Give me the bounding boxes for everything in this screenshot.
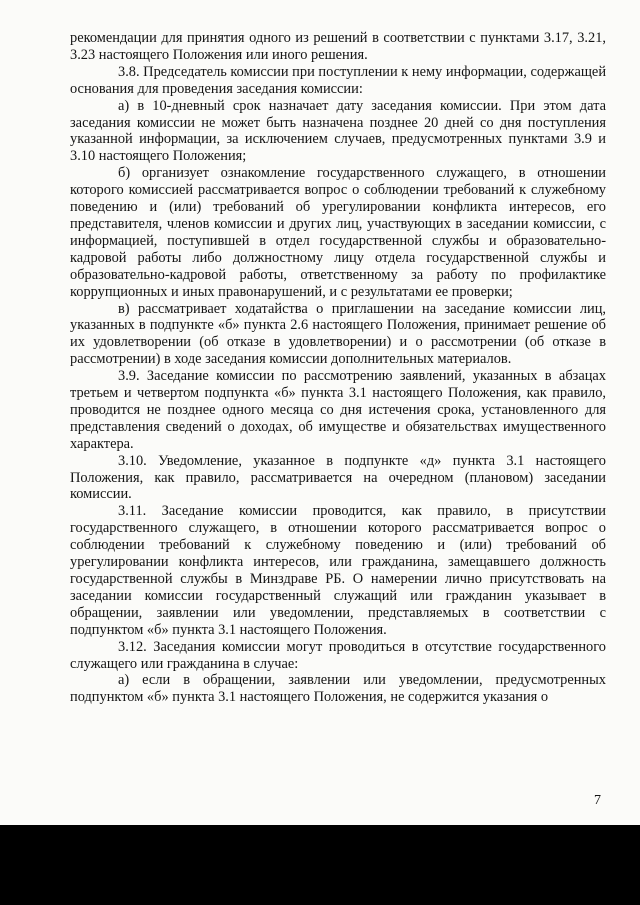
page-number: 7: [594, 793, 601, 808]
paragraph-3-12-a: а) если в обращении, заявлении или уведомлении, предусмотренных подпунктом «б» пункта 3.1 настоящего Положения, не содержится указания о: [70, 672, 606, 706]
paragraph-3-11: 3.11. Заседание комиссии проводится, как правило, в присутствии государственного служащего, в отношении которого рассматривается вопрос о соблюдении требований к служебному поведению и (или) требований об урегулировании конфликта интересов, или гражданина, замещавшего должность государственной службы в Минздраве РБ. О намерении лично присутствовать на заседании комиссии государственный служащий или гражданин указывает в обращении, заявлении или уведомлении, представляемых в соответствии с подпунктом «б» пункта 3.1 настоящего Положения.: [70, 503, 606, 638]
scan-black-border: [0, 825, 640, 905]
paragraph-continuation: рекомендации для принятия одного из решений в соответствии с пунктами 3.17, 3.21, 3.23 настоящего Положения или иного решения.: [70, 30, 606, 63]
paragraph-3-8: 3.8. Председатель комиссии при поступлении к нему информации, содержащей основания для проведения заседания комиссии:: [70, 63, 607, 97]
paragraph-3-8-a: а) в 10-дневный срок назначает дату заседания комиссии. При этом дата заседания комиссии не может быть назначена позднее 20 дней со дня поступления указанной информации, за исключением случаев, предусмотренных пунктами 3.9 и 3.10 настоящего Положения;: [70, 97, 606, 165]
paragraph-3-9: 3.9. Заседание комиссии по рассмотрению заявлений, указанных в абзацах третьем и четвертом подпункта «б» пункта 3.1 настоящего Положения, как правило, проводится не позднее одного месяца со дня истечения срока, установленного для представления сведений о доходах, об имуществе и обязательствах имущественного характера.: [70, 368, 606, 452]
paragraph-3-8-v: в) рассматривает ходатайства о приглашении на заседание комиссии лиц, указанных в подпункте «б» пункта 2.6 настоящего Положения, принимает решение об их удовлетворении (об отказе в удовлетворении) и о рассмотрении (об отказе в рассмотрении) в ходе заседания комиссии дополнительных материалов.: [70, 300, 606, 368]
paragraph-3-10: 3.10. Уведомление, указанное в подпункте «д» пункта 3.1 настоящего Положения, как правило, рассматривается на очередном (плановом) заседании комиссии.: [70, 452, 606, 503]
paragraph-3-8-b: б) организует ознакомление государственного служащего, в отношении которого комиссией рассматривается вопрос о соблюдении требований к служебному поведению и (или) требований об урегулировании конфликта интересов, его представителя, членов комиссии и других лиц, участвующих в заседании комиссии, с информацией, поступившей в отдел государственной службы и образовательно-кадровой работы либо должностному лицу отдела государственной службы и образовательно-кадровой работы, ответственному за работу по профилактике коррупционных и иных правонарушений, и с результатами ее проверки;: [70, 165, 606, 300]
document-body: [70, 30, 606, 706]
paragraph-3-12: 3.12. Заседания комиссии могут проводиться в отсутствие государственного служащего или гражданина в случае:: [70, 638, 606, 672]
